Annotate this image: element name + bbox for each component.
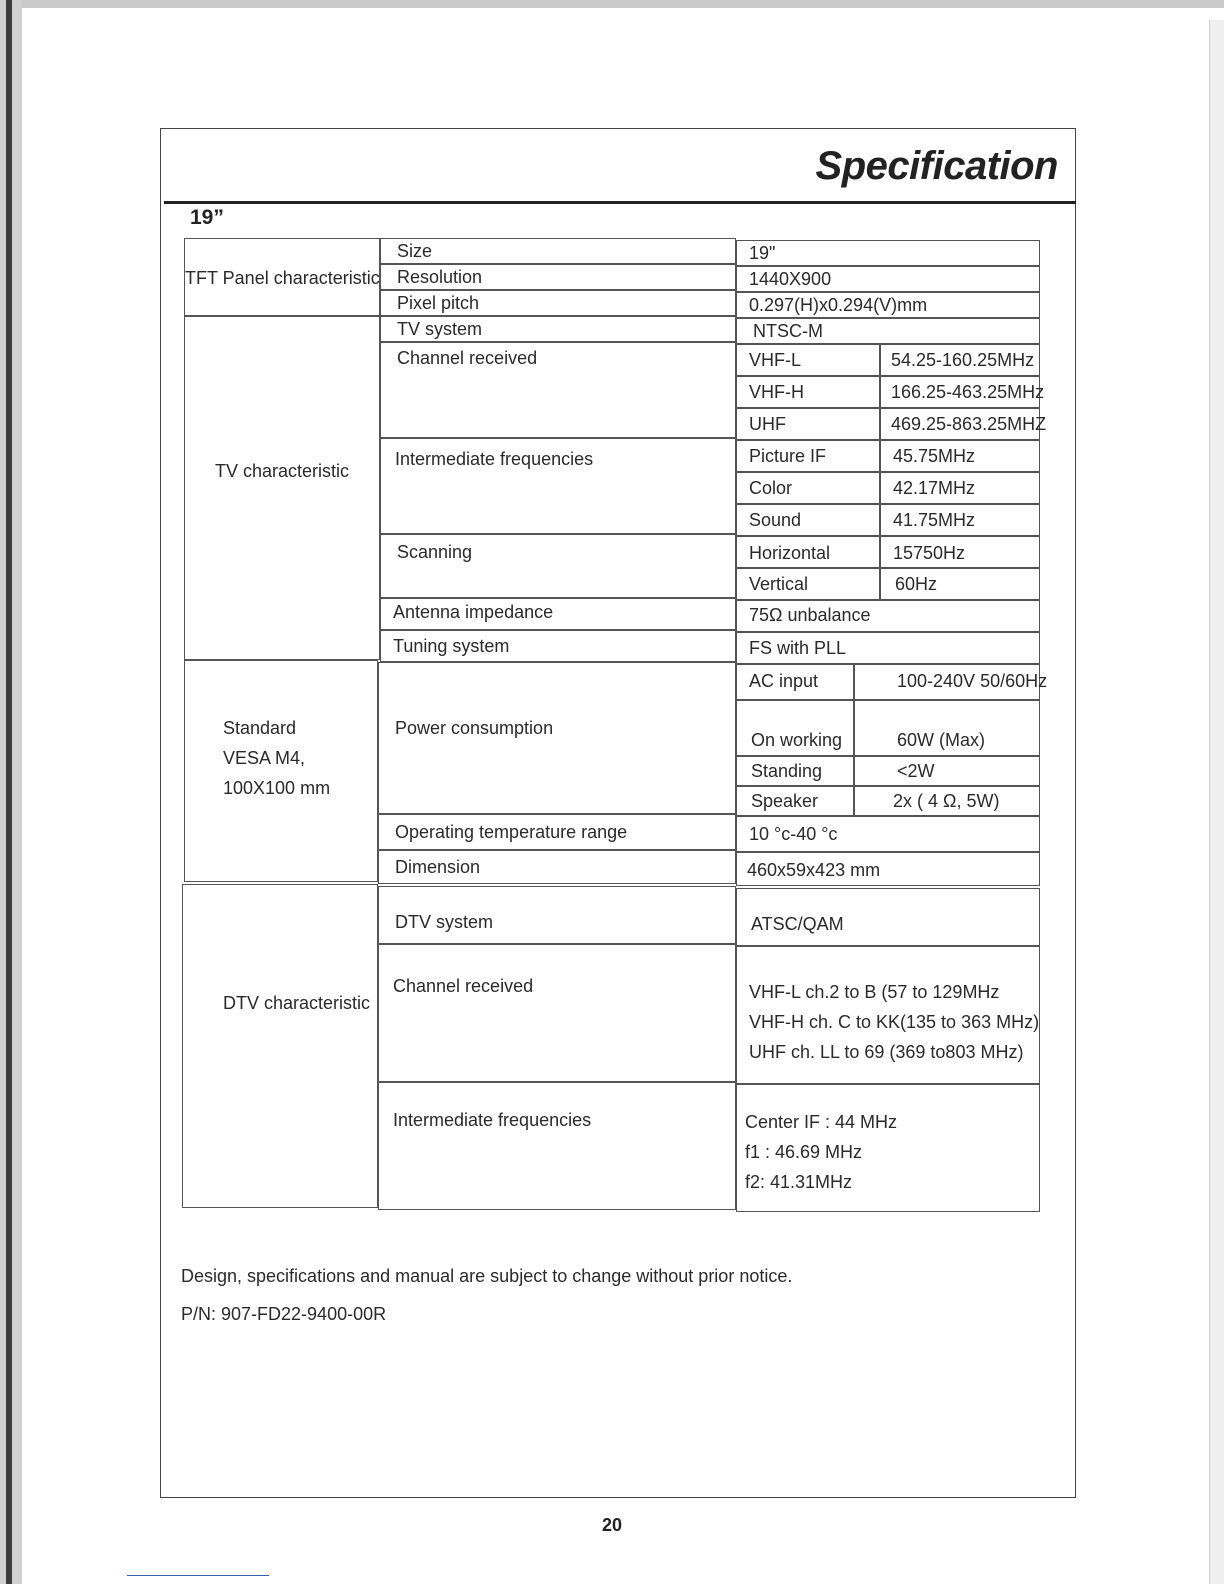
spec-sub-label-vhf-l: VHF-L	[736, 344, 880, 376]
spec-label-channel-received: Channel received	[380, 342, 736, 438]
spec-value-ac-input: 100-240V 50/60Hz	[854, 664, 1040, 700]
spec-label-resolution: Resolution	[380, 264, 736, 290]
spec-label-dtv-channel-received: Channel received	[378, 944, 736, 1082]
spec-value-vertical: 60Hz	[880, 568, 1040, 600]
model-size-label: 19”	[190, 206, 224, 229]
dtv-channel-line-vhf-l: VHF-L ch.2 to B (57 to 129MHz	[749, 982, 1000, 1002]
spec-value-sound: 41.75MHz	[880, 504, 1040, 536]
spec-value-tv-system: NTSC-M	[736, 318, 1040, 344]
spec-sub-label-standing: Standing	[736, 756, 854, 786]
dtv-if-line-center: Center IF : 44 MHz	[745, 1112, 898, 1132]
spec-value-dtv-channel-received	[736, 946, 1040, 1084]
spec-label-dtv-system: DTV system	[378, 886, 736, 944]
spec-value-on-working: 60W (Max)	[854, 700, 1040, 756]
category-standard	[184, 660, 378, 882]
spec-label-scanning: Scanning	[380, 534, 736, 598]
spec-value-antenna-impedance: 75Ω unbalance	[736, 600, 1040, 632]
scan-binding-shadow	[6, 0, 12, 1584]
page-title: Specification	[815, 144, 1058, 188]
page-number: 20	[601, 1515, 623, 1535]
spec-value-color: 42.17MHz	[880, 472, 1040, 504]
spec-label-tuning-system: Tuning system	[380, 630, 736, 662]
spec-sub-label-horizontal: Horizontal	[736, 536, 880, 568]
category-standard-line3: 100X100 mm	[223, 778, 331, 798]
dtv-if-line-f2: f2: 41.31MHz	[745, 1172, 853, 1192]
spec-sub-label-vhf-h: VHF-H	[736, 376, 880, 408]
spec-label-tv-system: TV system	[380, 316, 736, 342]
spec-value-standing: <2W	[854, 756, 1040, 786]
scan-edge-right	[1209, 20, 1224, 1584]
spec-label-size: Size	[380, 238, 736, 264]
spec-value-vhf-h: 166.25-463.25MHz	[880, 376, 1040, 408]
spec-label-operating-temperature: Operating temperature range	[378, 814, 736, 850]
dtv-channel-line-vhf-h: VHF-H ch. C to KK(135 to 363 MHz)	[749, 1012, 1040, 1032]
spec-sub-label-speaker: Speaker	[736, 786, 854, 816]
spec-value-size: 19"	[736, 240, 1040, 266]
spec-label-intermediate-frequencies: Intermediate frequencies	[380, 438, 736, 534]
category-tv: TV characteristic	[184, 316, 380, 660]
spec-label-pixel-pitch: Pixel pitch	[380, 290, 736, 316]
title-bar	[164, 132, 1076, 204]
spec-value-picture-if: 45.75MHz	[880, 440, 1040, 472]
spec-sub-label-color: Color	[736, 472, 880, 504]
spec-value-vhf-l: 54.25-160.25MHz	[880, 344, 1040, 376]
spec-sub-label-ac-input: AC input	[736, 664, 854, 700]
change-notice: Design, specifications and manual are subject to change without prior notice.	[181, 1266, 793, 1286]
dtv-channel-line-uhf: UHF ch. LL to 69 (369 to803 MHz)	[749, 1042, 1024, 1062]
spec-sub-label-on-working: On working	[736, 700, 854, 756]
spec-label-power-consumption: Power consumption	[378, 662, 736, 814]
spec-sub-label-picture-if: Picture IF	[736, 440, 880, 472]
spec-label-dimension: Dimension	[378, 850, 736, 884]
spec-value-tuning-system: FS with PLL	[736, 632, 1040, 664]
spec-value-operating-temperature: 10 °c-40 °c	[736, 816, 1040, 852]
category-dtv: DTV characteristic	[182, 884, 378, 1208]
footer-rule	[127, 1575, 269, 1576]
spec-value-dtv-intermediate-frequencies	[736, 1084, 1040, 1212]
spec-value-uhf: 469.25-863.25MHZ	[880, 408, 1040, 440]
spec-value-resolution: 1440X900	[736, 266, 1040, 292]
spec-sub-label-sound: Sound	[736, 504, 880, 536]
spec-value-dimension: 460x59x423 mm	[736, 852, 1040, 886]
part-number: P/N: 907-FD22-9400-00R	[181, 1304, 387, 1324]
spec-value-dtv-system: ATSC/QAM	[736, 888, 1040, 946]
spec-label-antenna-impedance: Antenna impedance	[380, 598, 736, 630]
scan-edge-top	[0, 0, 1224, 8]
spec-sub-label-uhf: UHF	[736, 408, 880, 440]
spec-value-pixel-pitch: 0.297(H)x0.294(V)mm	[736, 292, 1040, 318]
category-standard-line1: Standard	[223, 718, 297, 738]
category-standard-line2: VESA M4,	[223, 748, 306, 768]
spec-value-horizontal: 15750Hz	[880, 536, 1040, 568]
category-tft-panel: TFT Panel characteristic	[184, 238, 380, 316]
spec-label-dtv-intermediate-frequencies: Intermediate frequencies	[378, 1082, 736, 1210]
spec-sub-label-vertical: Vertical	[736, 568, 880, 600]
spec-value-speaker: 2x ( 4 Ω, 5W)	[854, 786, 1040, 816]
dtv-if-line-f1: f1 : 46.69 MHz	[745, 1142, 863, 1162]
